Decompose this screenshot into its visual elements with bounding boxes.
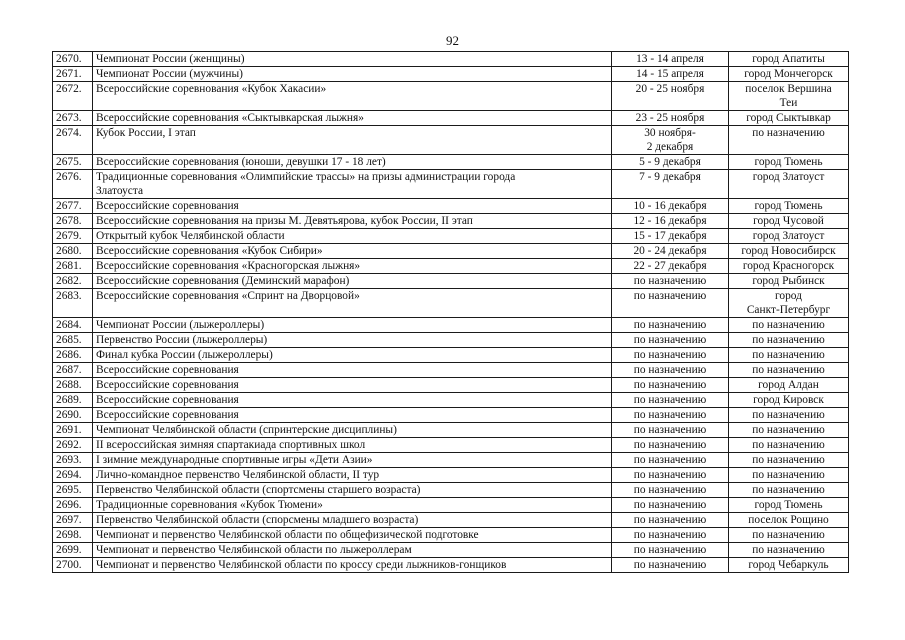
row-number: 2696. (53, 498, 93, 513)
event-date-line: 30 ноября- (644, 127, 696, 139)
event-place (729, 170, 849, 199)
event-name-line: I зимние международные спортивные игры «Дети Азии» (96, 454, 373, 466)
competition-schedule-table (52, 51, 849, 573)
event-date-line: по назначению (633, 439, 707, 451)
event-place-line: город Златоуст (752, 171, 825, 183)
event-date-line: 10 - 16 декабря (633, 200, 707, 212)
row-number: 2690. (53, 408, 93, 423)
event-place-line: по назначению (752, 334, 825, 346)
event-name (93, 126, 612, 155)
event-place (729, 199, 849, 214)
event-name-line: Всероссийские соревнования на призы М. Девятьярова, кубок России, II этап (96, 215, 473, 227)
event-place (729, 513, 849, 528)
row-number: 2673. (53, 111, 93, 126)
row-number: 2689. (53, 393, 93, 408)
row-number: 2681. (53, 259, 93, 274)
event-name-line: Первенство России (лыжероллеры) (96, 334, 268, 346)
event-date (612, 318, 729, 333)
event-place-line: город Чебаркуль (748, 559, 829, 571)
event-name (93, 170, 612, 199)
row-number: 2680. (53, 244, 93, 259)
event-name-line: Финал кубка России (лыжероллеры) (96, 349, 273, 361)
event-name-line: Всероссийские соревнования (юноши, девушки 17 - 18 лет) (96, 156, 386, 168)
schedule-body (53, 52, 849, 573)
event-date-line: по назначению (633, 379, 707, 391)
event-place-line: Санкт-Петербург (746, 304, 831, 316)
event-date (612, 111, 729, 126)
event-date (612, 513, 729, 528)
event-name (93, 423, 612, 438)
event-place (729, 229, 849, 244)
row-number: 2686. (53, 348, 93, 363)
event-name (93, 348, 612, 363)
event-date-line: по назначению (633, 275, 707, 287)
event-date (612, 408, 729, 423)
event-name (93, 483, 612, 498)
table-row (53, 82, 849, 111)
event-name (93, 289, 612, 318)
event-date (612, 67, 729, 82)
event-name-line: Всероссийские соревнования (96, 394, 239, 406)
row-number: 2676. (53, 170, 93, 199)
event-place (729, 155, 849, 170)
event-date-line: 13 - 14 апреля (636, 53, 704, 65)
event-place-line: по назначению (752, 454, 825, 466)
event-place (729, 289, 849, 318)
table-row (53, 438, 849, 453)
event-name (93, 82, 612, 111)
event-place-line: город Алдан (758, 379, 819, 391)
event-place (729, 423, 849, 438)
row-number: 2685. (53, 333, 93, 348)
event-place (729, 82, 849, 111)
event-name (93, 393, 612, 408)
event-date (612, 259, 729, 274)
event-name-line: Чемпионат и первенство Челябинской области по кроссу среди лыжников-гонщиков (96, 559, 507, 571)
event-place-line: город Тюмень (754, 499, 823, 511)
event-date (612, 333, 729, 348)
event-name-line: Всероссийские соревнования (96, 200, 239, 212)
event-date (612, 244, 729, 259)
event-name-line: Чемпионат и первенство Челябинской области по лыжероллерам (96, 544, 412, 556)
event-date-line: по назначению (633, 334, 707, 346)
event-name-line: Всероссийские соревнования «Кубок Хакасии» (96, 83, 327, 95)
event-name-line: Первенство Челябинской области (спортсмены старшего возраста) (96, 484, 421, 496)
event-name (93, 453, 612, 468)
event-place-line: город Тюмень (754, 200, 823, 212)
event-name-line: Всероссийские соревнования «Красногорская лыжня» (96, 260, 361, 272)
event-date-line: по назначению (633, 364, 707, 376)
event-place (729, 543, 849, 558)
event-name-line: Всероссийские соревнования (96, 364, 239, 376)
event-date-line: по назначению (633, 394, 707, 406)
event-name-line: Первенство Челябинской области (спорсмены младшего возраста) (96, 514, 419, 526)
event-place-line: по назначению (752, 439, 825, 451)
table-row (53, 52, 849, 67)
event-name (93, 111, 612, 126)
table-row (53, 543, 849, 558)
table-row (53, 513, 849, 528)
event-date-line: 20 - 25 ноября (635, 83, 705, 95)
event-name-line: Чемпионат и первенство Челябинской области по общефизической подготовке (96, 529, 479, 541)
event-place (729, 393, 849, 408)
event-place-line: город Кировск (753, 394, 824, 406)
table-row (53, 67, 849, 82)
event-place-line: по назначению (752, 529, 825, 541)
event-date-line: 12 - 16 декабря (633, 215, 707, 227)
event-name-line: Всероссийские соревнования (96, 409, 239, 421)
table-row (53, 363, 849, 378)
event-place-line: по назначению (752, 409, 825, 421)
table-row (53, 393, 849, 408)
event-name (93, 199, 612, 214)
event-name-line: Традиционные соревнования «Кубок Тюмени» (96, 499, 323, 511)
event-name (93, 528, 612, 543)
event-date-line: 15 - 17 декабря (633, 230, 707, 242)
event-name (93, 438, 612, 453)
table-row (53, 289, 849, 318)
table-row (53, 558, 849, 573)
event-place (729, 126, 849, 155)
event-date (612, 438, 729, 453)
table-row (53, 333, 849, 348)
event-place (729, 453, 849, 468)
event-date-line: по назначению (633, 514, 707, 526)
event-name-line: Традиционные соревнования «Олимпийские трассы» на призы администрации города (96, 171, 516, 183)
event-place-line: по назначению (752, 364, 825, 376)
event-date-line: по назначению (633, 349, 707, 361)
event-place-line: по назначению (752, 349, 825, 361)
event-place (729, 111, 849, 126)
event-date-line: по назначению (633, 290, 707, 302)
event-place (729, 52, 849, 67)
row-number: 2682. (53, 274, 93, 289)
event-name (93, 513, 612, 528)
event-name (93, 543, 612, 558)
row-number: 2671. (53, 67, 93, 82)
event-place (729, 408, 849, 423)
event-place (729, 67, 849, 82)
row-number: 2699. (53, 543, 93, 558)
row-number: 2672. (53, 82, 93, 111)
event-place (729, 318, 849, 333)
event-name-line: Лично-командное первенство Челябинской области, II тур (96, 469, 380, 481)
event-name-line: Открытый кубок Челябинской области (96, 230, 285, 242)
table-row (53, 170, 849, 199)
event-name-line: Чемпионат России (мужчины) (96, 68, 243, 80)
event-date-line: по назначению (633, 409, 707, 421)
event-date-line: 2 декабря (646, 141, 694, 153)
event-name (93, 67, 612, 82)
table-row (53, 468, 849, 483)
event-date-line: по назначению (633, 424, 707, 436)
event-date (612, 52, 729, 67)
event-name (93, 274, 612, 289)
event-date-line: по назначению (633, 529, 707, 541)
event-place-line: город Сыктывкар (746, 112, 831, 124)
event-name (93, 259, 612, 274)
event-date-line: по назначению (633, 499, 707, 511)
event-date-line: по назначению (633, 454, 707, 466)
event-name-line: II всероссийская зимняя спартакиада спортивных школ (96, 439, 366, 451)
event-name-line: Кубок России, I этап (96, 127, 196, 139)
event-place-line: город Рыбинск (752, 275, 825, 287)
table-row (53, 528, 849, 543)
event-date (612, 82, 729, 111)
event-date (612, 274, 729, 289)
row-number: 2695. (53, 483, 93, 498)
table-row (53, 348, 849, 363)
table-row (53, 498, 849, 513)
table-row (53, 229, 849, 244)
event-name (93, 318, 612, 333)
row-number: 2697. (53, 513, 93, 528)
table-row (53, 318, 849, 333)
event-name-line: Златоуста (96, 185, 144, 197)
event-date-line: по назначению (633, 544, 707, 556)
event-place-line: Теи (779, 97, 798, 109)
row-number: 2693. (53, 453, 93, 468)
event-place (729, 498, 849, 513)
event-place-line: поселок Рощино (748, 514, 829, 526)
table-row (53, 408, 849, 423)
row-number: 2692. (53, 438, 93, 453)
event-date (612, 126, 729, 155)
event-place-line: город Красногорск (742, 260, 835, 272)
row-number: 2678. (53, 214, 93, 229)
event-name-line: Чемпионат Челябинской области (спринтерские дисциплины) (96, 424, 397, 436)
event-date (612, 498, 729, 513)
event-date (612, 199, 729, 214)
event-name (93, 244, 612, 259)
event-date (612, 423, 729, 438)
event-place (729, 528, 849, 543)
row-number: 2683. (53, 289, 93, 318)
event-name-line: Всероссийские соревнования «Сыктывкарская лыжня» (96, 112, 364, 124)
event-place-line: поселок Вершина (745, 83, 832, 95)
event-date-line: по назначению (633, 469, 707, 481)
event-place-line: по назначению (752, 424, 825, 436)
event-date-line: 20 - 24 декабря (633, 245, 707, 257)
event-name (93, 558, 612, 573)
event-place (729, 558, 849, 573)
event-name-line: Всероссийские соревнования (Деминский марафон) (96, 275, 350, 287)
event-date-line: 14 - 15 апреля (636, 68, 704, 80)
event-name (93, 155, 612, 170)
table-row (53, 111, 849, 126)
event-place (729, 483, 849, 498)
table-row (53, 199, 849, 214)
event-place-line: город Новосибирск (741, 245, 836, 257)
event-date (612, 393, 729, 408)
row-number: 2674. (53, 126, 93, 155)
row-number: 2684. (53, 318, 93, 333)
event-date-line: 22 - 27 декабря (633, 260, 707, 272)
event-date (612, 289, 729, 318)
event-place-line: город Апатиты (752, 53, 825, 65)
table-row (53, 244, 849, 259)
row-number: 2677. (53, 199, 93, 214)
event-name-line: Всероссийские соревнования (96, 379, 239, 391)
event-date (612, 348, 729, 363)
row-number: 2688. (53, 378, 93, 393)
event-date (612, 543, 729, 558)
event-date (612, 453, 729, 468)
event-place (729, 333, 849, 348)
event-place (729, 244, 849, 259)
event-name-line: Чемпионат России (женщины) (96, 53, 245, 65)
event-date (612, 483, 729, 498)
row-number: 2698. (53, 528, 93, 543)
event-date (612, 468, 729, 483)
event-date-line: 23 - 25 ноября (635, 112, 705, 124)
row-number: 2675. (53, 155, 93, 170)
event-place-line: город (775, 290, 802, 302)
row-number: 2694. (53, 468, 93, 483)
table-row (53, 126, 849, 155)
event-name-line: Чемпионат России (лыжероллеры) (96, 319, 265, 331)
event-place (729, 438, 849, 453)
table-row (53, 483, 849, 498)
event-date-line: по назначению (633, 319, 707, 331)
event-place-line: город Мончегорск (744, 68, 833, 80)
event-date (612, 528, 729, 543)
event-place (729, 274, 849, 289)
event-date (612, 229, 729, 244)
event-place-line: по назначению (752, 469, 825, 481)
event-place (729, 378, 849, 393)
table-row (53, 214, 849, 229)
table-row (53, 378, 849, 393)
table-row (53, 423, 849, 438)
event-name (93, 52, 612, 67)
row-number: 2670. (53, 52, 93, 67)
event-name (93, 378, 612, 393)
event-date (612, 170, 729, 199)
event-date (612, 214, 729, 229)
event-place-line: город Тюмень (754, 156, 823, 168)
page-number: 92 (446, 33, 459, 48)
event-place (729, 214, 849, 229)
event-place-line: по назначению (752, 484, 825, 496)
event-place (729, 348, 849, 363)
event-name (93, 333, 612, 348)
event-name (93, 408, 612, 423)
row-number: 2691. (53, 423, 93, 438)
row-number: 2687. (53, 363, 93, 378)
table-row (53, 259, 849, 274)
event-date-line: 5 - 9 декабря (639, 156, 701, 168)
event-date-line: по назначению (633, 484, 707, 496)
event-name (93, 363, 612, 378)
event-place (729, 259, 849, 274)
event-place-line: по назначению (752, 319, 825, 331)
event-place-line: город Златоуст (752, 230, 825, 242)
event-name (93, 468, 612, 483)
table-row (53, 274, 849, 289)
event-date (612, 155, 729, 170)
event-place-line: по назначению (752, 544, 825, 556)
table-row (53, 155, 849, 170)
event-date (612, 378, 729, 393)
event-date-line: по назначению (633, 559, 707, 571)
event-place (729, 363, 849, 378)
event-name (93, 229, 612, 244)
event-date (612, 363, 729, 378)
row-number: 2679. (53, 229, 93, 244)
table-row (53, 453, 849, 468)
event-place-line: по назначению (752, 127, 825, 139)
event-name-line: Всероссийские соревнования «Кубок Сибири» (96, 245, 323, 257)
event-name-line: Всероссийские соревнования «Спринт на Дворцовой» (96, 290, 360, 302)
event-date-line: 7 - 9 декабря (639, 171, 701, 183)
event-name (93, 498, 612, 513)
event-name (93, 214, 612, 229)
event-date (612, 558, 729, 573)
event-place-line: город Чусовой (753, 215, 824, 227)
row-number: 2700. (53, 558, 93, 573)
event-place (729, 468, 849, 483)
